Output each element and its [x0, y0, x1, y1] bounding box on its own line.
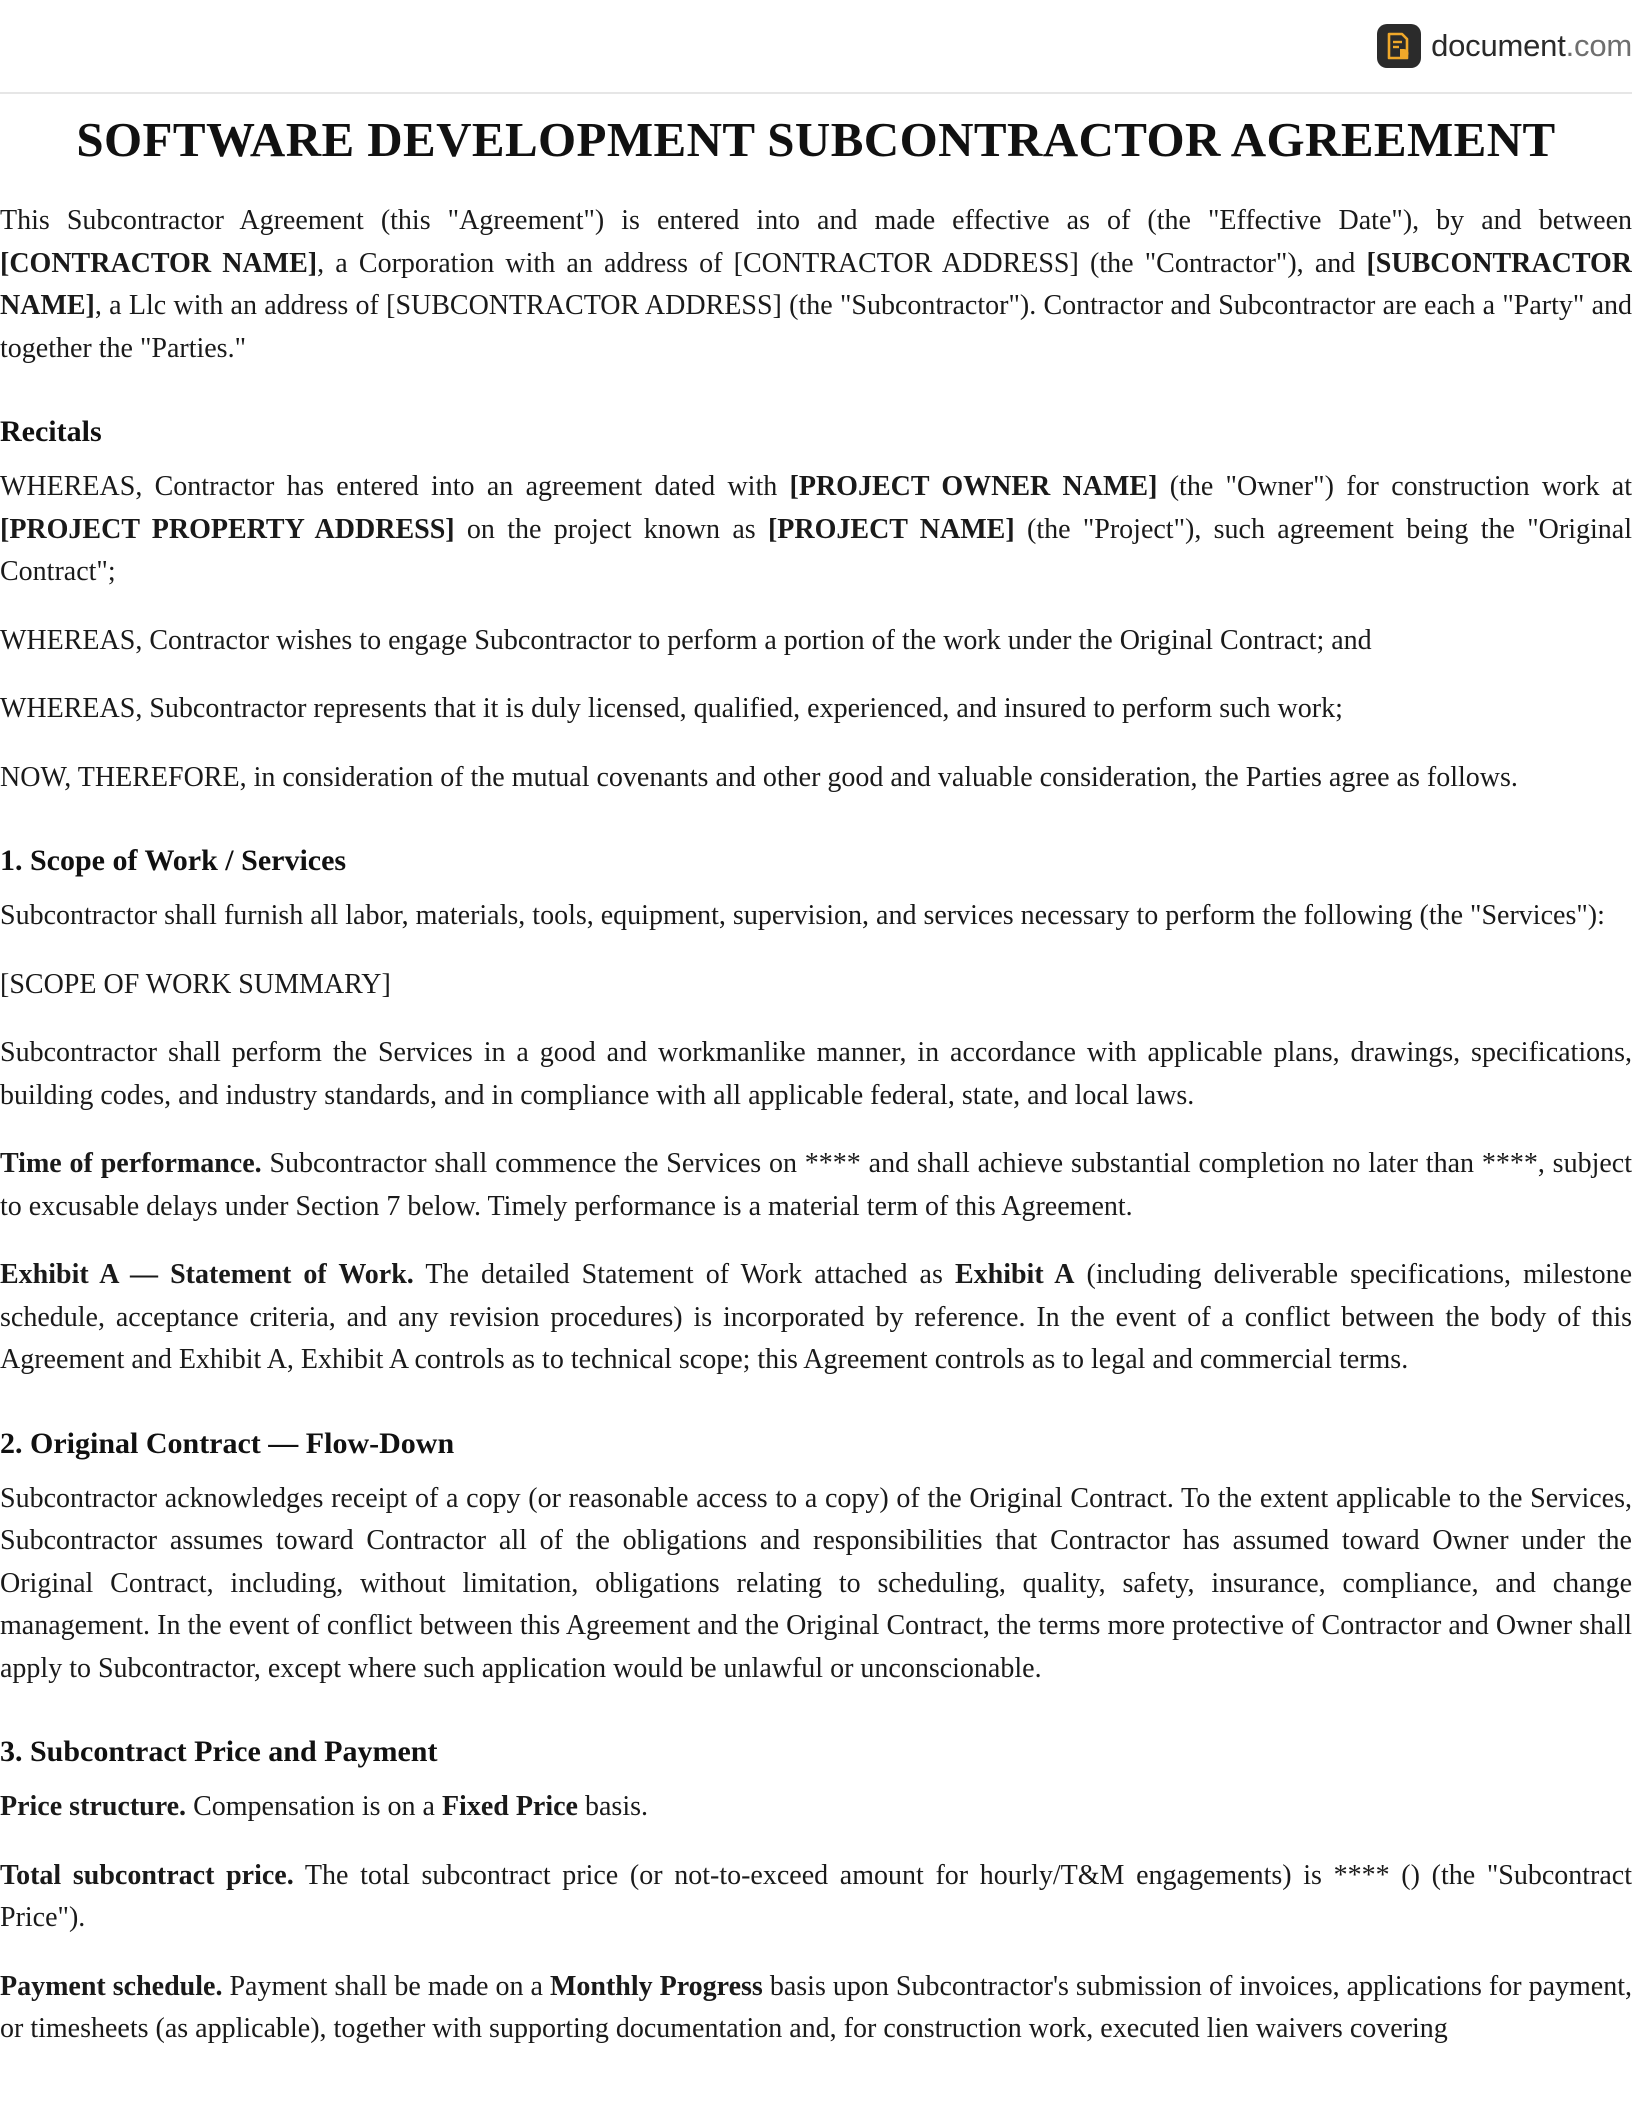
time-of-performance: Time of performance. Subcontractor shall commence the Services on **** and shall achieve substantial completion no later than ****, subject to excusable delays under Section 7 below. Timely performance is a material term of this Agreement. [0, 1148, 1632, 1222]
section-1-heading: 1. Scope of Work / Services [0, 844, 347, 877]
brand-logo-link[interactable] [1377, 22, 1632, 70]
section-1-scope: Subcontractor shall furnish all labor, materials, tools, equipment, supervision, and services necessary to perform the following (the "Services"): [0, 900, 1605, 931]
section-1-performance-standard: Subcontractor shall perform the Services in a good and workmanlike manner, in accordance with applicable plans, drawings, specifications, building codes, and industry standards, and in compliance with all applicable federal, state, and local laws. [0, 1037, 1632, 1111]
section-3-heading: 3. Subcontract Price and Payment [0, 1735, 438, 1768]
total-subcontract-price: Total subcontract price. The total subcontract price (or not-to-exceed amount for hourly/T&M engagements) is **** () (the "Subcontract Price"). [0, 1859, 1632, 1933]
payment-schedule: Payment schedule. Payment shall be made on a Monthly Progress basis upon Subcontractor's submission of invoices, applications for payment, or timesheets (as applicable), together with supporting documentation and, for construction work, executed lien waivers covering [0, 1970, 1632, 2044]
subcontractor-name: [SUBCONTRACTOR NAME] [0, 247, 1632, 321]
scope-summary: [SCOPE OF WORK SUMMARY] [0, 968, 391, 1000]
document-logo-icon [1377, 24, 1421, 68]
intro-paragraph: This Subcontractor Agreement (this "Agreement") is entered into and made effective as of (the "Effective Date"), by and between [CONTRACTOR NAME], a Corporation with an address of [CONTRACTOR ADDRESS] (the "Contractor"), and [SUBCONTRACTOR NAME], a Llc with an address of [SUBCONTRACTOR ADDRESS] (the "Subcontractor"). Contractor and Subcontractor are each a "Party" and together the "Parties." [0, 205, 1632, 364]
exhibit-a: Exhibit A — Statement of Work. The detailed Statement of Work attached as Exhibit A (including deliverable specifications, milestone schedule, acceptance criteria, and any revision procedures) is incorporated by reference. In the event of a conflict between the body of this Agreement and Exhibit A, Exhibit A controls as to technical scope; this Agreement controls as to legal and commercial terms. [0, 1259, 1632, 1375]
document-title: SOFTWARE DEVELOPMENT SUBCONTRACTOR AGREEMENT [76, 112, 1556, 167]
contractor-name: [CONTRACTOR NAME] [0, 247, 318, 279]
recital-1: WHEREAS, Contractor has entered into an agreement dated with [PROJECT OWNER NAME] (the "Owner") for construction work at [PROJECT PROPERTY ADDRESS] on the project known as [PROJECT NAME] (the "Project"), such agreement being the "Original Contract"; [0, 471, 1632, 587]
header-bar [0, 0, 1632, 94]
recital-2: WHEREAS, Contractor wishes to engage Subcontractor to perform a portion of the work under the Original Contract; and [0, 624, 1372, 656]
recital-4: NOW, THEREFORE, in consideration of the mutual covenants and other good and valuable consideration, the Parties agree as follows. [0, 761, 1518, 793]
section-2-flow-down: Subcontractor acknowledges receipt of a copy (or reasonable access to a copy) of the Original Contract. To the extent applicable to the Services, Subcontractor assumes toward Contractor all of the obligations and responsibilities that Contractor has assumed toward Owner under the Original Contract, including, without limitation, obligations relating to scheduling, quality, safety, insurance, compliance, and change management. In the event of conflict between this Agreement and the Original Contract, the terms more protective of Contractor and Owner shall apply to Subcontractor, except where such application would be unlawful or unconscionable. [0, 1482, 1632, 1684]
section-2-heading: 2. Original Contract — Flow-Down [0, 1426, 455, 1460]
document-body [0, 108, 1632, 2051]
price-structure: Price structure. Compensation is on a Fixed Price basis. [0, 1791, 648, 1822]
recital-3: WHEREAS, Subcontractor represents that it is duly licensed, qualified, experienced, and insured to perform such work; [0, 693, 1343, 724]
recitals-heading: Recitals [0, 415, 102, 448]
brand-name: document.com [1431, 28, 1632, 63]
